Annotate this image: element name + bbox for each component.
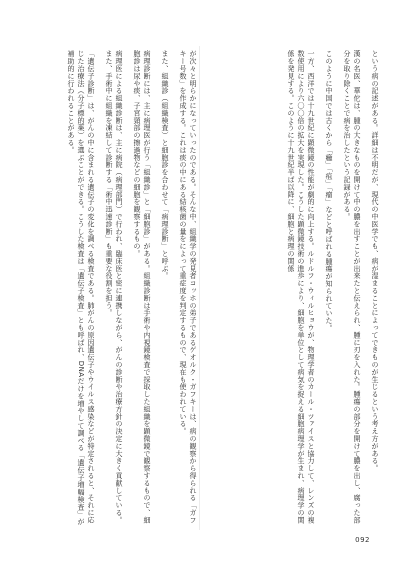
paragraph: 漢の名医、華佗は、腫の大きなものを開けて中の膿を出すことが出来たと伝えられ、腫に刃を入れた。腫瘍の部分を開けて膿を出し、腐った部分を取り除くことで病を治したという記録がある。 — [343, 50, 361, 524]
left-text-column — [20, 50, 198, 526]
paragraph: このように中国では古くから「癰」「疽」「瘤」などと呼ばれる腫瘍が知られていた。 — [325, 50, 333, 332]
paragraph: 病理医による組織診断は、主に病院（病理部門）で行われ、臨床医と密に連携しながら、がんの診断や治療方針の決定に大きく貢献している。また、手術中に組織を凍結して診断する「術中迅速診断」も重要な役割を担う。 — [105, 50, 123, 524]
paragraph: 病理診断には、主に病理医が行う「組織診」と「細胞診」がある。組織診断は手術や内視鏡検査で採取した組織を顕微鏡で観察するもので、細胞診は尿や痰、子宮頸部の擦過物などの細胞を観察するもの。 — [133, 50, 151, 524]
paragraph: 一方、西洋では十九世紀に顕微鏡の性能が劇的に向上する。ルドルフ・ウィルヒョウが、物理学者のカール・ツァイスと協力して、レンズの複数使用により六〇〇倍の拡大を実現した。こうした顕微鏡技術の進歩により、細胞を単位として病気を捉える細胞病理学が生まれ、病理学の関係を発見する。このように十九世紀半ば以降に、細胞と病理の関係 — [287, 50, 315, 524]
paragraph: 「遺伝子診断」は、がんの中に含まれる遺伝子の変化を調べる検査である。肺がんの原因遺伝子やウイルス感染などが特定されると、それに応じた治療法（分子標的薬）を選ぶことができる。こうした検査は「遺伝子検査」とも呼ばれ、DNAだけを増やして調べる「遺伝子増幅検査」が補助的に行われることがある。 — [67, 50, 95, 526]
right-text-column — [202, 50, 380, 526]
paragraph: また、組織診（組織検査）と細胞診を合わせて「病理診断」と呼ぶ。 — [161, 50, 169, 280]
paragraph: という病の記述がある。詳細は不明だが、現代の中医学でも、病が湿まることによってできものが生じるという考え方がある。 — [371, 50, 379, 472]
page-number: 092 — [355, 536, 370, 544]
paragraph: が次々と明らかになっていったのである。そんな中、組織学の発見者コッホの弟子であるゲオルク・ガフキーは、病の観察から得られる「ガフキー号数」を作成する。これは痰の中にある結核菌の量をによって重症度を判定するもので、現在も使われている。 — [179, 50, 197, 524]
page-gutter-divider — [199, 46, 200, 530]
